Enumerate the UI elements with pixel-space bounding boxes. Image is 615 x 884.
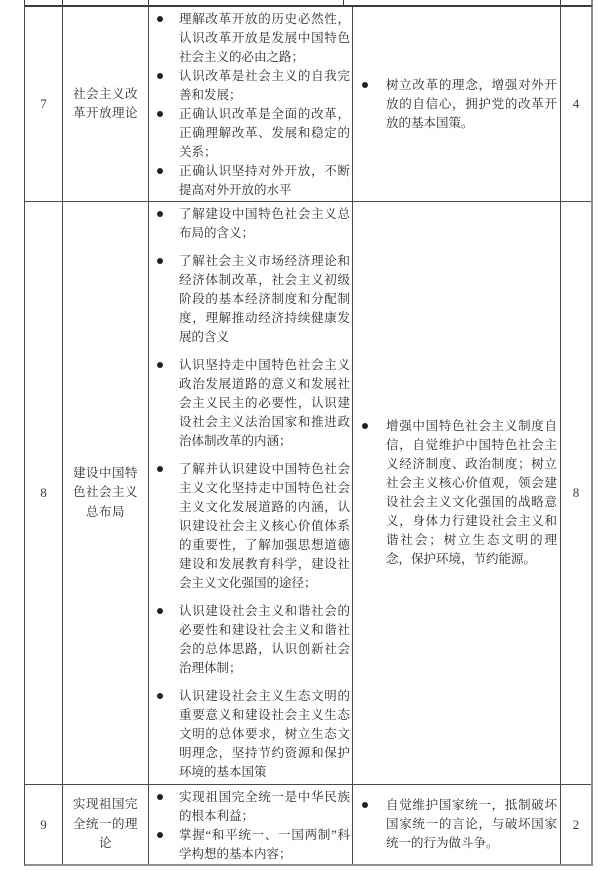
item-text: 理解改革开放的历史必然性，认识改革开放是发展中国特色社会主义的必由之路；	[179, 12, 350, 64]
bullet-icon	[157, 168, 163, 174]
hours-value: 2	[572, 816, 580, 832]
objective-item	[156, 10, 350, 67]
item-text: 认识改革是社会主义的自我完善和发展；	[179, 69, 350, 102]
hours-value: 4	[572, 96, 580, 111]
objective-item	[156, 460, 350, 593]
values-item	[361, 417, 557, 569]
values-objectives-cell	[353, 7, 561, 201]
bullet-icon	[157, 16, 163, 22]
item-text: 正确认识改革是全面的改革，正确理解改革、发展和稳定的关系；	[179, 107, 350, 159]
objective-item	[156, 252, 350, 347]
topic-cell	[63, 202, 149, 784]
bullet-icon	[157, 832, 163, 838]
hours-value: 8	[572, 485, 580, 500]
bullet-icon	[157, 466, 163, 472]
item-text: 认识坚持走中国特色社会主义政治发展道路的意义和发展社会主义民主的必要性，认识建设社会主义法治国家和推进政治体制改革的内涵；	[179, 358, 350, 448]
learning-objectives-cell	[149, 202, 353, 784]
objective-item	[156, 162, 350, 200]
item-text: 了解并认识建设中国特色社会主义文化坚持走中国特色社会主义文化发展道路的内涵，认识建设社会主义核心价值体系的重要性，了解加强思想道德建设和发展教育科学，建设社会主义文化强国的途径；	[179, 462, 350, 590]
bullet-icon	[157, 258, 163, 264]
objective-item	[156, 788, 350, 826]
row-number: 7	[40, 96, 47, 111]
item-text: 实现祖国完全统一是中华民族的根本利益；	[179, 790, 350, 823]
objective-item	[156, 356, 350, 451]
bullet-icon	[157, 362, 163, 368]
topic-cell	[63, 785, 149, 864]
values-objectives-cell	[353, 202, 561, 784]
table-row	[25, 785, 591, 864]
item-text: 认识建设社会主义和谐社会的必要性和建设社会主义和谐社会的总体思路，认识创新社会治理体制；	[179, 604, 350, 675]
objective-item	[156, 602, 350, 678]
objectives-list	[149, 785, 352, 864]
objective-item	[156, 67, 350, 105]
values-objectives-cell	[353, 785, 561, 864]
bullet-icon	[362, 423, 368, 429]
hours-cell	[561, 7, 591, 201]
topic-title: 社会主义改革开放理论	[72, 86, 138, 120]
bullet-icon	[157, 693, 163, 699]
hours-cell	[561, 785, 591, 864]
item-text: 树立改革的理念，增强对外开放的自信心，拥护党的改革开放的基本国策。	[386, 77, 557, 130]
objective-item	[156, 687, 350, 782]
learning-objectives-cell	[149, 785, 353, 864]
learning-objectives-cell	[149, 7, 353, 201]
bullet-icon	[157, 111, 163, 117]
objective-item	[156, 105, 350, 162]
row-number: 8	[40, 485, 47, 500]
item-text: 认识建设社会主义生态文明的重要意义和建设社会主义生态文明的总体要求，树立生态文明理念，坚持节约资源和保护环境的基本国策	[179, 689, 350, 779]
bullet-icon	[157, 211, 163, 217]
bullet-icon	[157, 608, 163, 614]
item-text: 自觉维护国家统一，抵制破坏国家统一的言论，与破坏国家统一的行为做斗争。	[386, 798, 557, 850]
item-text: 增强中国特色社会主义制度自信，自觉维护中国特色社会主义经济制度、政治制度；树立社会主义核心价值观，领会建设社会主义文化强国的战略意义，身体力行建设社会主义和谐社会；树立生态文明的理念，保护环境，节约能源。	[386, 419, 557, 566]
values-list	[353, 417, 560, 569]
objectives-list	[149, 7, 352, 201]
row-number-cell	[25, 7, 63, 201]
syllabus-table	[24, 5, 593, 866]
hours-cell	[561, 202, 591, 784]
table-row	[25, 7, 591, 202]
item-text: 掌握“和平统一、一国两制”科学构想的基本内容；	[179, 828, 350, 861]
item-text: 了解社会主义市场经济理论和经济体制改革，社会主义初级阶段的基本经济制度和分配制度，理解推动经济持续健康发展的含义	[179, 254, 350, 344]
row-number-cell	[25, 785, 63, 864]
values-item	[361, 76, 557, 133]
row-number: 9	[40, 816, 47, 832]
topic-title: 建设中国特色社会主义总布局	[72, 465, 138, 519]
objective-item	[156, 205, 350, 243]
bullet-icon	[362, 82, 368, 88]
table-row	[25, 202, 591, 785]
values-list	[353, 76, 560, 133]
item-text: 了解建设中国特色社会主义总布局的含义；	[179, 207, 350, 240]
topic-title: 实现祖国完全统一的理论	[72, 797, 138, 851]
objectives-list	[149, 202, 352, 784]
row-number-cell	[25, 202, 63, 784]
topic-cell	[63, 7, 149, 201]
values-list	[353, 796, 560, 853]
bullet-icon	[157, 73, 163, 79]
bullet-icon	[362, 802, 368, 808]
values-item	[361, 796, 557, 853]
bullet-icon	[157, 794, 163, 800]
objective-item	[156, 826, 350, 864]
item-text: 正确认识坚持对外开放，不断提高对外开放的水平	[179, 164, 350, 197]
